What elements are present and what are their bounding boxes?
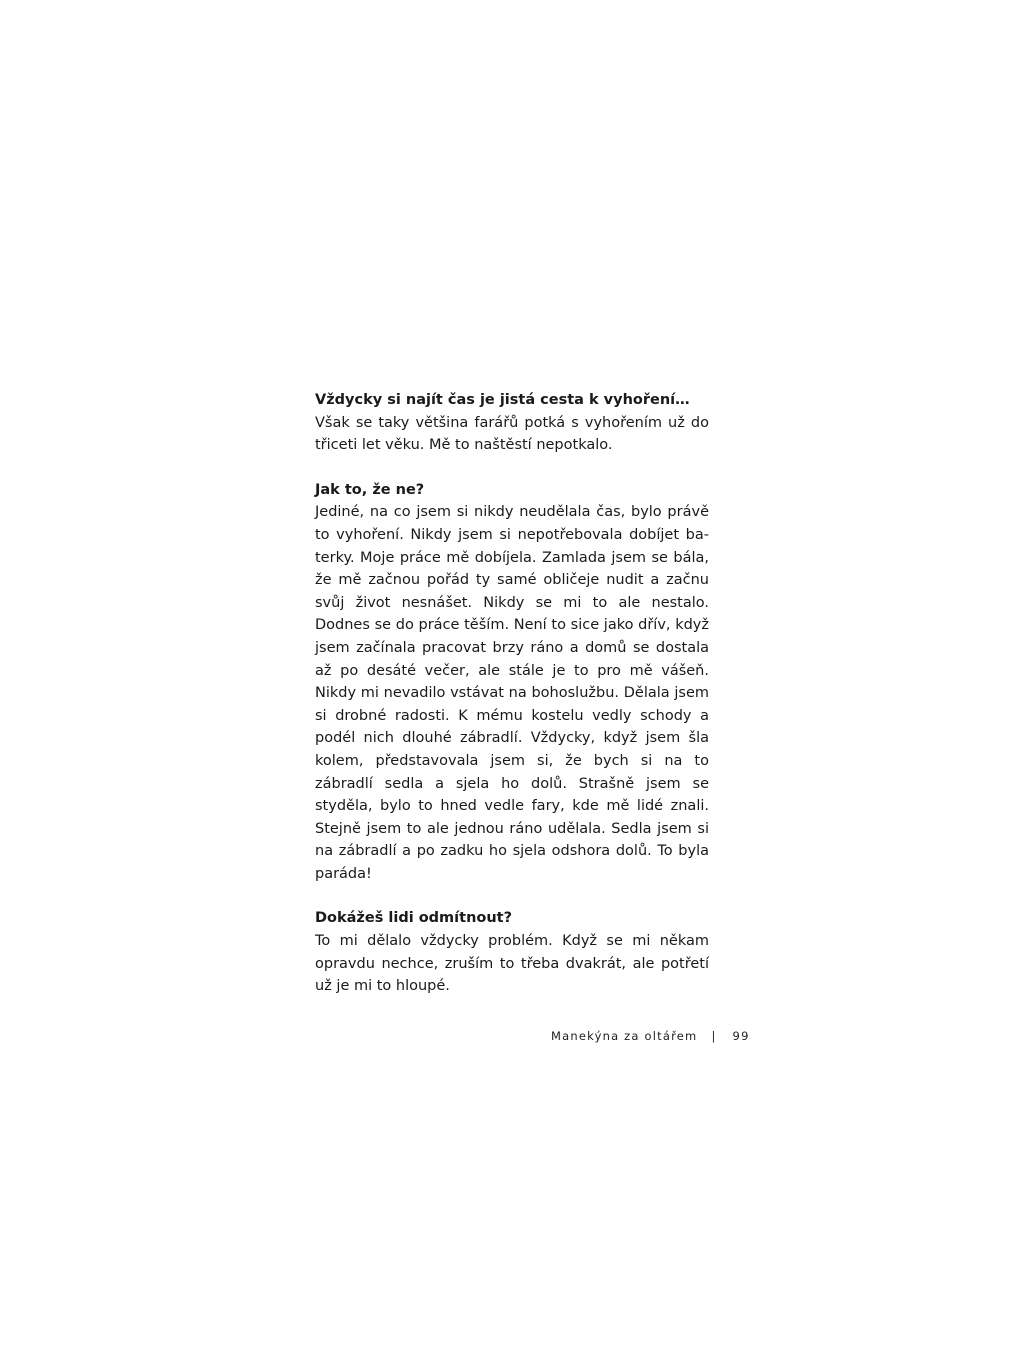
answer-paragraph: Jediné, na co jsem si nikdy neudělala čas, bylo právě to vyhoření. Nikdy jsem si nepotřebovala dobíjet baterky. Moje práce mě dobíjela. Zamlada jsem se bála, že mě začnou pořád ty samé obličeje nudit a začnu svůj život nesnášet. Nikdy se mi to ale nestalo. Dodnes se do práce těším. Není to sice jako dřív, když jsem začínala pracovat brzy ráno a domů se dostala až po desáté večer, ale stále je to pro mě vášeň. Nikdy mi nevadilo vstávat na bohoslužbu. Dělala jsem si drobné radosti. K mému kostelu vedly schody a podél nich dlouhé zábradlí. Vždycky, když jsem šla kolem, představovala jsem si, že bych si na to zábradlí sedla a sjela ho dolů. Strašně jsem se styděla, bylo to hned vedle fary, kde mě lidé znali. Stejně jsem to ale jednou ráno udělala. Sedla jsem si na zábradlí a po zadku ho sjela odshora dolů. To byla paráda! — [315, 504, 709, 882]
answer-paragraph: To mi dělalo vždycky problém. Když se mi někam opravdu nechce, zruším to třeba dvakrát, ale potřetí už je mi to hloupé. — [315, 933, 709, 995]
answer-paragraph: Však se taky většina farářů potká s vyhořením už do třiceti let věku. Mě to naštěstí nepotkalo. — [315, 414, 709, 454]
qa-section-2 — [315, 479, 709, 886]
page-footer — [551, 1029, 750, 1043]
page-body — [315, 389, 709, 1020]
page-number: 99 — [732, 1029, 750, 1043]
question-heading: Jak to, že ne? — [315, 481, 425, 498]
question-heading: Dokážeš lidi odmítnout? — [315, 910, 513, 927]
running-title: Manekýna za oltářem — [551, 1029, 698, 1043]
qa-section-3 — [315, 907, 709, 997]
question-heading: Vždycky si najít čas je jistá cesta k vyhoření… — [315, 392, 690, 408]
footer-separator: | — [711, 1029, 717, 1043]
qa-section-1 — [315, 389, 709, 457]
